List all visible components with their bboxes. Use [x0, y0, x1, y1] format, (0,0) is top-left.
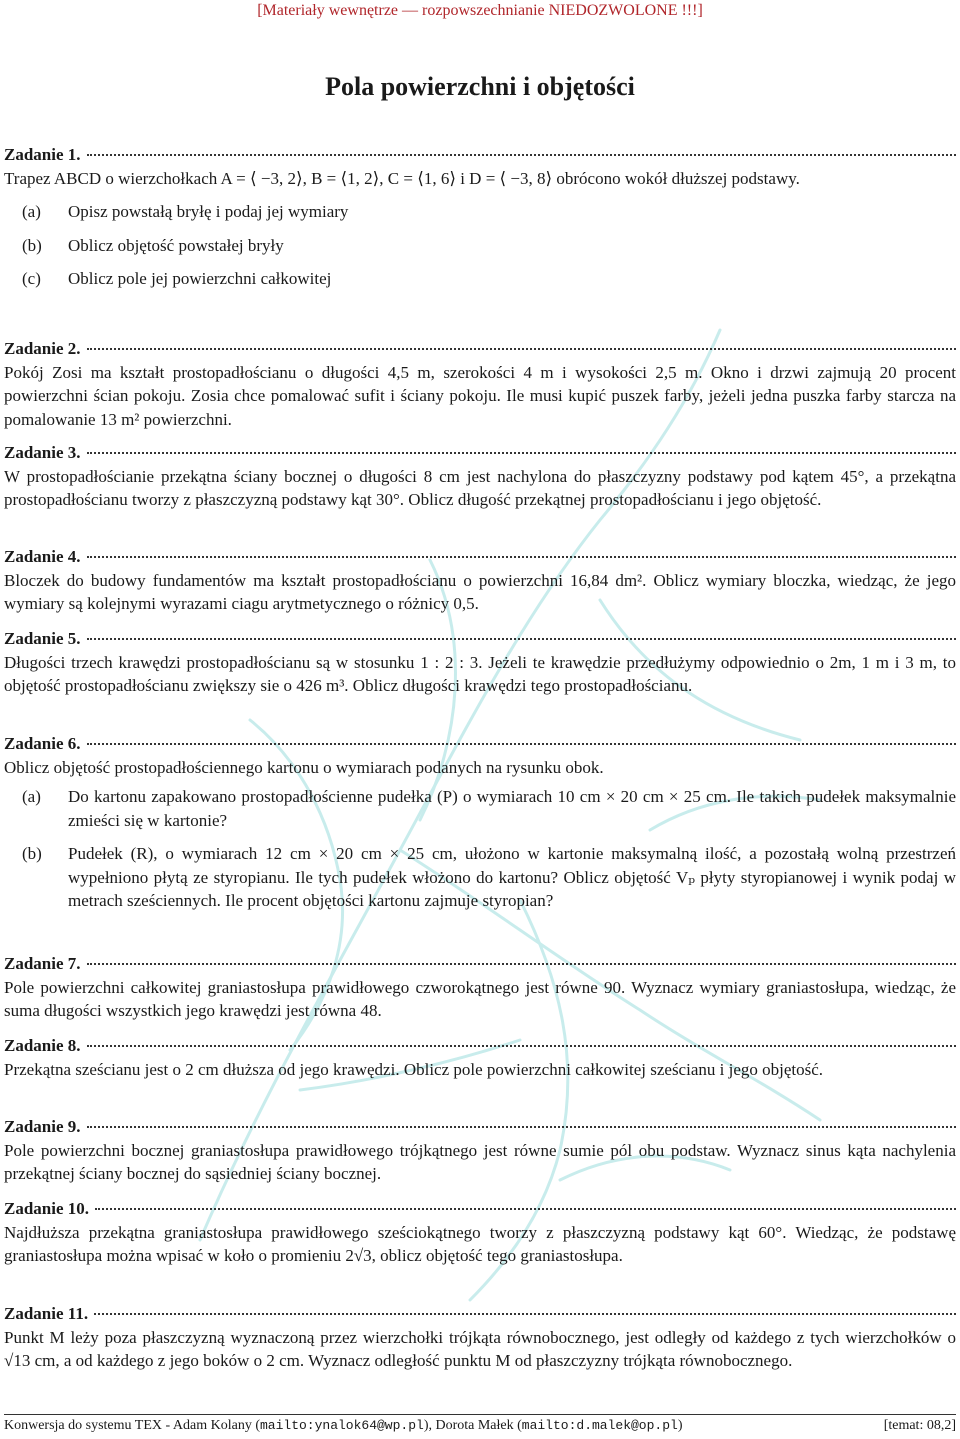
task-body: [4, 651, 956, 698]
task-header: [4, 952, 956, 976]
task-body: [4, 465, 956, 512]
task-body: [4, 167, 956, 291]
task-body: [4, 1326, 956, 1373]
email-link-kolany[interactable]: mailto:ynalok64@wp.pl: [259, 1418, 424, 1433]
task-text: W prostopadłościanie przekątna ściany bocznej o długości 8 cm jest nachylona do płaszczyzny podstawy pod kątem 45°, a przekątna prostopadłościanu tworzy z płaszczyzną podstawy kąt 30°. Oblicz długość przekątnej prostopadłościanu i jego objętość.: [4, 466, 956, 509]
dotted-leader: [87, 1126, 956, 1128]
task-body: [4, 361, 956, 432]
footer-middle: ), Dorota Małek (: [423, 1418, 522, 1433]
top-banner: [Materiały wewnętrze — rozpowszechnianie NIEDOZWOLONE !!!]: [257, 2, 703, 19]
task-11: [4, 1302, 956, 1373]
dotted-leader: [87, 743, 956, 745]
subtask-text: Do kartonu zapakowano prostopadłościenne pudełka (P) o wymiarach 10 cm × 20 cm × 25 cm. Ile takich pudełek maksymalnie zmieści się w kartonie?: [68, 787, 956, 830]
task-body: [4, 756, 956, 913]
subtask: [4, 785, 956, 832]
footer-divider: [4, 1414, 956, 1415]
subtask: [4, 234, 956, 258]
task-text: Punkt M leży poza płaszczyzną wyznaczoną przez wierzchołki trójkąta równobocznego, jest odległy od każdego z tych wierzchołków o √13 cm, a od każdego z jego boków o 2 cm. Wyznacz odległość punktu M od płaszczyzny trójkąta równobocznego.: [4, 1327, 956, 1370]
task-6: [4, 732, 956, 913]
task-header: [4, 441, 956, 465]
dotted-leader: [87, 348, 956, 350]
subtask-label: (c): [22, 269, 41, 288]
footer-suffix: ): [677, 1418, 683, 1433]
subtask: [4, 842, 956, 913]
task-text: Pole powierzchni bocznej graniastosłupa prawidłowego trójkątnego jest równe sumie pól obu podstaw. Wyznacz sinus kąta nachylenia przekątnej ściany bocznej do sąsiedniej ściany bocznej.: [4, 1140, 956, 1183]
task-label: Zadanie 4.: [4, 547, 81, 566]
task-7: [4, 952, 956, 1023]
task-label: Zadanie 3.: [4, 443, 81, 462]
task-header: [4, 1302, 956, 1326]
task-label: Zadanie 9.: [4, 1117, 81, 1136]
dotted-leader: [87, 963, 956, 965]
task-header: [4, 143, 956, 167]
task-text: Pole powierzchni całkowitej graniastosłupa prawidłowego czworokątnego jest równe 90. Wyznacz wymiary graniastosłupa, wiedząc, że suma długości wszystkich jego krawędzi jest równa 48.: [4, 977, 956, 1020]
email-link-malek[interactable]: mailto:d.malek@op.pl: [521, 1418, 678, 1433]
task-label: Zadanie 10.: [4, 1199, 90, 1218]
task-header: [4, 337, 956, 361]
page-footer: [4, 1418, 956, 1434]
task-text: Pokój Zosi ma kształt prostopadłościanu o długości 4,5 m, szerokości 4 m i wysokości 2,5 m. Okno i drzwi zajmują 20 procent powierzchni ścian pokoju. Zosia chce pomalować sufit i ściany pokoju. Ile musi kupić puszek farby, jeżeli jedna puszka farby starcza na pomalowanie 13 m² powierzchni.: [4, 362, 956, 429]
task-5: [4, 627, 956, 698]
subtask-text: Oblicz pole jej powierzchni całkowitej: [68, 269, 332, 288]
task-text: Trapez ABCD o wierzchołkach A = ⟨ −3, 2⟩, B = ⟨1, 2⟩, C = ⟨1, 6⟩ i D = ⟨ −3, 8⟩ obrócono wokół dłuższej podstawy.: [4, 168, 800, 188]
subtask-label: (a): [22, 202, 41, 221]
dotted-leader: [95, 1208, 956, 1210]
page-title: Pola powierzchni i objętości: [325, 72, 635, 101]
task-header: [4, 545, 956, 569]
task-9: [4, 1115, 956, 1186]
task-header: [4, 1115, 956, 1139]
task-2: [4, 337, 956, 431]
dotted-leader: [87, 1045, 956, 1047]
dotted-leader: [87, 154, 956, 156]
footer-prefix: Konwersja do systemu TEX - Adam Kolany (: [4, 1418, 260, 1433]
dotted-leader: [94, 1313, 956, 1315]
task-header: [4, 732, 956, 756]
footer-topic: [temat: 08,2]: [883, 1418, 956, 1433]
task-label: Zadanie 7.: [4, 954, 81, 973]
subtask-text: Pudełek (R), o wymiarach 12 cm × 20 cm × 25 cm, ułożono w kartonie maksymalną ilość, a pozostałą wolną przestrzeń wypełniono płytą ze styropianu. Ile tych pudełek włożono do kartonu? Oblicz objętość Vₚ płyty styropianowej i wynik podaj w metrach sześciennych. Ile procent objętości kartonu zajmuje styropian?: [68, 844, 956, 910]
task-label: Zadanie 2.: [4, 339, 81, 358]
task-label: Zadanie 6.: [4, 734, 81, 753]
task-4: [4, 545, 956, 616]
task-header: [4, 1034, 956, 1058]
task-text: Najdłuższa przekątna graniastosłupa prawidłowego sześciokątnego tworzy z płaszczyzną podstawy kąt 60°. Wiedząc, że podstawę graniastosłupa można wpisać w koło o promieniu 2√3, oblicz objętość tego graniastosłupa.: [4, 1222, 956, 1265]
subtask: [4, 267, 956, 291]
task-label: Zadanie 1.: [4, 145, 81, 164]
subtask-text: Opisz powstałą bryłę i podaj jej wymiary: [68, 202, 349, 221]
task-body: [4, 569, 956, 616]
subtask-text: Oblicz objętość powstałej bryły: [68, 235, 284, 255]
task-text: Przekątna sześcianu jest o 2 cm dłuższa od jego krawędzi. Oblicz pole powierzchni całkowitej sześcianu i jego objętość.: [4, 1059, 824, 1079]
subtask: [4, 200, 956, 224]
task-8: [4, 1034, 956, 1081]
task-text: Bloczek do budowy fundamentów ma kształt prostopadłościanu o powierzchni 16,84 dm². Oblicz wymiary bloczka, wiedząc, że jego wymiary są kolejnymi wyrazami ciagu arytmetycznego o różnicy 0,5.: [4, 570, 956, 613]
subtask-label: (b): [22, 844, 42, 863]
task-body: [4, 1221, 956, 1268]
task-body: [4, 1139, 956, 1186]
task-10: [4, 1197, 956, 1268]
subtask-label: (b): [22, 235, 42, 255]
task-text: Długości trzech krawędzi prostopadłościanu są w stosunku 1 : 2 : 3. Jeżeli te krawędzie przedłużymy odpowiednio o 2m, 1 m i 3 m, to objętość prostopadłościanu zwiększy sie o 426 m³. Oblicz długości krawędzi tego prostopadłościanu.: [4, 652, 956, 695]
subtask-label: (a): [22, 787, 41, 806]
task-label: Zadanie 11.: [4, 1304, 89, 1323]
task-header: [4, 627, 956, 651]
task-1: [4, 143, 956, 291]
footer-credits: [4, 1418, 682, 1434]
task-label: Zadanie 8.: [4, 1036, 81, 1055]
dotted-leader: [87, 638, 956, 640]
task-body: [4, 976, 956, 1023]
dotted-leader: [87, 452, 956, 454]
task-header: [4, 1197, 956, 1221]
task-3: [4, 441, 956, 512]
task-text: Oblicz objętość prostopadłościennego kartonu o wymiarach podanych na rysunku obok.: [4, 757, 604, 777]
task-label: Zadanie 5.: [4, 629, 81, 648]
dotted-leader: [87, 556, 956, 558]
task-body: [4, 1058, 956, 1082]
